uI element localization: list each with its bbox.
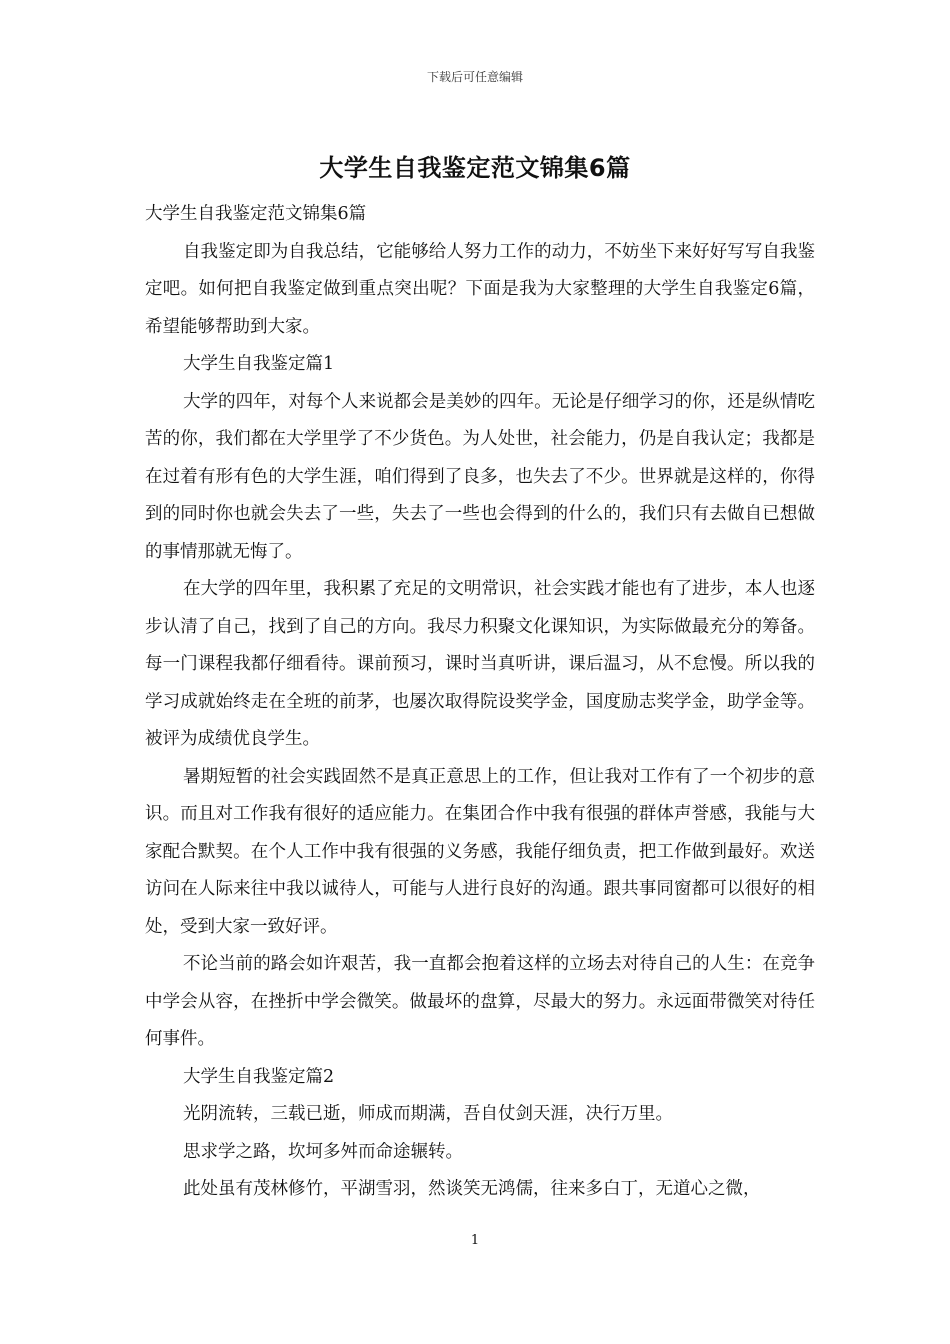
paragraph: 光阴流转，三载已逝，师成而期满，吾自仗剑天涯，决行万里。	[183, 1104, 673, 1124]
paragraph: 思求学之路，坎坷多舛而命途辗转。	[183, 1141, 463, 1162]
page-number: 1	[470, 1233, 480, 1248]
section-heading: 大学生自我鉴定篇2	[183, 1066, 335, 1087]
paragraph: 不论当前的路会如许艰苦，我一直都会抱着这样的立场去对待自己的人生：在竞争中学会从容，在挫折中学会微笑。做最坏的盘算，尽最大的努力。永远面带微笑对待任何事件。	[145, 954, 815, 1049]
header-note: 下载后可任意编辑	[426, 70, 523, 84]
document-title: 大学生自我鉴定范文锦集6篇	[319, 154, 631, 182]
section-heading: 大学生自我鉴定篇1	[183, 354, 335, 374]
paragraph: 大学生自我鉴定范文锦集6篇	[145, 204, 367, 224]
paragraph: 暑期短暂的社会实践固然不是真正意思上的工作，但让我对工作有了一个初步的意识。而且对工作我有很好的适应能力。在集团合作中我有很强的群体声誉感，我能与大家配合默契。在个人工作中我有很强的义务感，我能仔细负责，把工作做到最好。欢送访问在人际来往中我以诚待人，可能与人进行良好的沟通。跟共事同窗都可以很好的相处，受到大家一致好评。	[145, 766, 815, 937]
paragraph: 大学的四年，对每个人来说都会是美妙的四年。无论是仔细学习的你，还是纵情吃苦的你，我们都在大学里学了不少货色。为人处世，社会能力，仍是自我认定；我都是在过着有形有色的大学生涯，咱们得到了良多，也失去了不少。世界就是这样的，你得到的同时你也就会失去了一些，失去了一些也会得到的什么的，我们只有去做自已想做的事情那就无悔了。	[145, 391, 815, 562]
paragraph: 自我鉴定即为自我总结，它能够给人努力工作的动力，不妨坐下来好好写写自我鉴定吧。如何把自我鉴定做到重点突出呢？下面是我为大家整理的大学生自我鉴定6篇，希望能够帮助到大家。	[145, 241, 815, 337]
paragraph: 在大学的四年里，我积累了充足的文明常识，社会实践才能也有了进步，本人也逐步认清了自己，找到了自己的方向。我尽力积聚文化课知识，为实际做最充分的筹备。每一门课程我都仔细看待。课前预习，课时当真听讲，课后温习，从不怠慢。所以我的学习成就始终走在全班的前茅，也屡次取得院设奖学金，国度励志奖学金，助学金等。被评为成绩优良学生。	[145, 579, 815, 749]
paragraph: 此处虽有茂林修竹，平湖雪羽，然谈笑无鸿儒，往来多白丁，无道心之微，	[183, 1179, 761, 1199]
document-body	[145, 196, 815, 1209]
